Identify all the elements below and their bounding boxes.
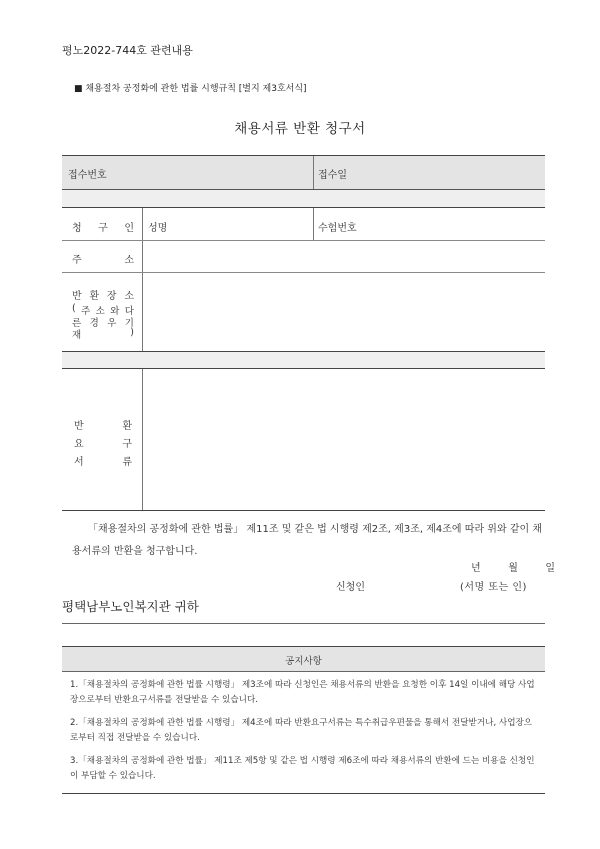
section-spacer [62, 190, 545, 207]
documents-label-char: 요 [74, 439, 84, 450]
date-placeholder: 년 월 일 [471, 563, 556, 574]
name-label: 성명 [148, 223, 168, 234]
documents-bottom-rule [62, 510, 545, 511]
documents-label-char: 구 [122, 439, 132, 450]
notice-header-rule [62, 671, 545, 672]
form-title: 채용서류 반환 청구서 [234, 121, 366, 137]
name-row-rule [62, 240, 545, 241]
documents-label-char: 환 [122, 421, 132, 432]
form-reference: ■ 채용절차 공정화에 관한 법률 시행규칙 [별지 제3호서식] [74, 84, 307, 94]
documents-label-char: 류 [122, 457, 132, 468]
address-row-rule [62, 272, 545, 273]
notice-list [70, 678, 540, 792]
return-place-label-char: 반 [72, 291, 82, 302]
requester-label-char: 구 [98, 223, 108, 234]
address-label-char: 주 [72, 255, 82, 266]
return-place-note-char: 소 [95, 306, 105, 317]
return-place-note-char: 기 [124, 318, 134, 329]
return-place-note-char: 재 [72, 330, 82, 341]
return-place-note-char: 와 [110, 306, 120, 317]
documents-label-char: 서 [74, 457, 84, 468]
applicant-label: 신청인 [336, 582, 365, 593]
documents-label-row1 [74, 417, 132, 432]
return-place-label-char: 장 [106, 291, 117, 302]
addressee: 평택남부노인복지관 귀하 [62, 599, 199, 614]
requester-label-char: 청 [72, 223, 82, 234]
requester-top-rule [62, 207, 545, 208]
notice-item: 2.「채용절차의 공정화에 관한 법률 시행령」 제4조에 따라 반환요구서류는 특수취급우편물을 통해서 전달받거나, 사업장으로부터 직접 전달받을 수 있습니다. [70, 718, 533, 743]
receipt-divider [313, 156, 314, 189]
documents-top-rule [62, 368, 545, 369]
notice-item: 3.「채용절차의 공정화에 관한 법률」 제11조 제5항 및 같은 법 시행령 제6조에 따라 채용서류의 반환에 드는 비용을 신청인이 부담할 수 있습니다. [70, 756, 535, 781]
address-label [72, 251, 134, 266]
return-place-note-char: 른 [72, 318, 82, 329]
request-statement: 「채용절차의 공정화에 관한 법률」 제11조 및 같은 법 시행령 제2조, 제3조, 제4조에 따라 위와 같이 채용서류의 반환을 청구합니다. [72, 524, 542, 557]
return-place-note-char: ( [72, 303, 76, 314]
documents-label-row3 [74, 453, 132, 468]
notice-bottom-rule [62, 793, 545, 794]
document-reference: 평노2022-744호 관련내용 [62, 44, 193, 57]
requester-section-label [72, 219, 134, 234]
return-place-label [72, 287, 134, 302]
return-place-note-char: 주 [81, 306, 91, 317]
return-place-note-char: 다 [124, 306, 134, 317]
return-place-label-char: 환 [89, 291, 100, 302]
documents-label-divider [142, 369, 143, 510]
signature-note: (서명 또는 인) [460, 582, 527, 593]
return-place-note-char: 경 [89, 318, 99, 329]
exam-number-label: 수험번호 [318, 223, 357, 234]
receipt-date-label: 접수일 [318, 170, 347, 181]
name-divider [313, 208, 314, 240]
requester-label-char: 인 [124, 223, 134, 234]
documents-label-row2 [74, 435, 132, 450]
return-place-note-char: ) [130, 327, 134, 338]
section-spacer-2 [62, 352, 545, 368]
documents-label-char: 반 [74, 421, 84, 432]
receipt-row [62, 156, 545, 189]
receipt-number-label: 접수번호 [68, 170, 107, 181]
return-place-note-line3 [72, 327, 134, 341]
return-place-label-char: 소 [124, 291, 134, 302]
notice-item: 1.「채용절차의 공정화에 관한 법률 시행령」 제3조에 따라 신청인은 채용서류의 반환을 요청한 이후 14일 이내에 해당 사업장으로부터 반환요구서류를 전달받을 수 있습니다. [70, 680, 535, 705]
notice-header: 공지사항 [285, 656, 322, 667]
requester-label-divider [142, 208, 143, 351]
addressee-rule [62, 623, 545, 624]
return-place-note-char: 우 [107, 318, 117, 329]
address-label-char: 소 [124, 255, 134, 266]
